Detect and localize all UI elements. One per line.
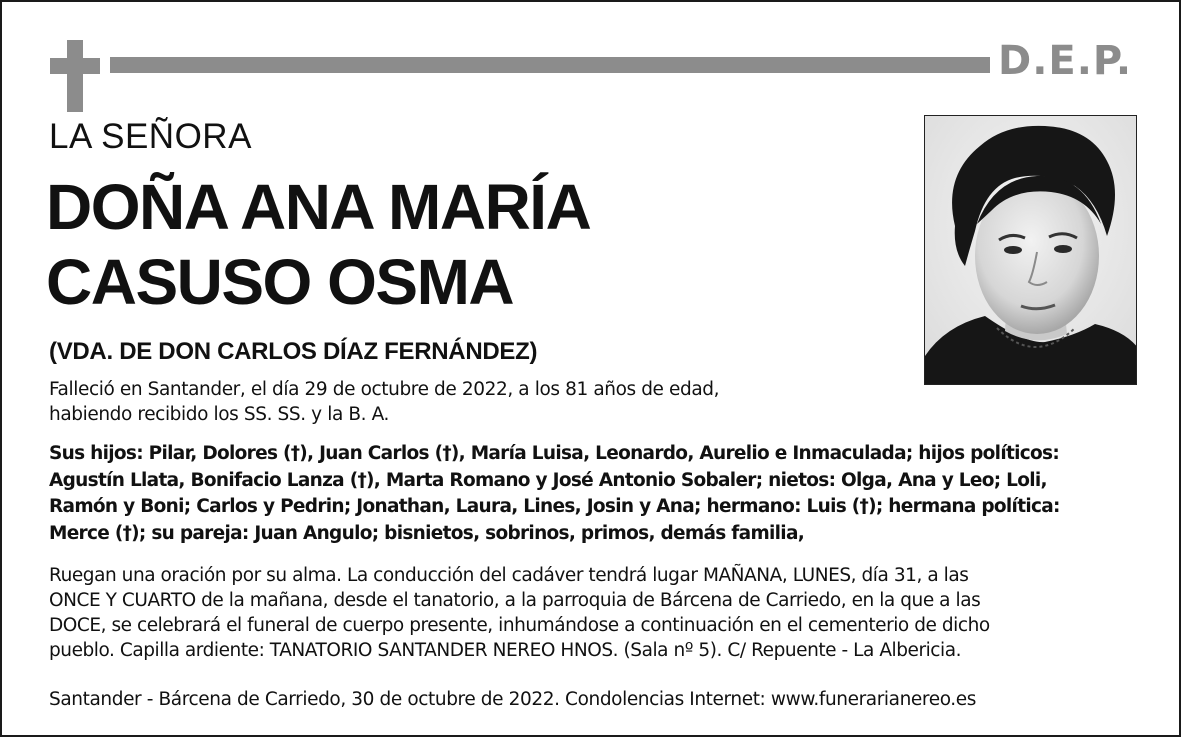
family-line: Agustín Llata, Bonifacio Lanza (†), Marta Romano y José Antonio Sobaler; nietos: Olga, Ana y Leo; Loli, <box>49 469 1047 491</box>
family-line: Merce (†); su pareja: Juan Angulo; bisnietos, sobrinos, primos, demás familia, <box>49 522 805 544</box>
service-line: pueblo. Capilla ardiente: TANATORIO SANTANDER NEREO HNOS. (Sala nº 5). C/ Repuente - La Albericia. <box>49 640 962 661</box>
header-rule <box>110 57 990 73</box>
family-line: Ramón y Boni; Carlos y Pedrin; Jonathan, Laura, Lines, Josin y Ana; hermano: Luis (†); hermana política: <box>49 496 1060 517</box>
service-line: DOCE, se celebrará el funeral de cuerpo presente, inhumándose a continuación en el cementerio de dicho <box>49 615 990 636</box>
portrait-photo <box>924 115 1137 385</box>
death-line: habiendo recibido los SS. SS. y la B. A. <box>49 404 390 425</box>
name-line: CASUSO OSMA <box>46 246 514 318</box>
service-line: Ruegan una oración por su alma. La conducción del cadáver tendrá lugar MAÑANA, LUNES, día 31, a las <box>49 565 969 586</box>
dep-heading: D.E.P. <box>998 38 1133 84</box>
death-details <box>49 377 909 427</box>
service-line: ONCE Y CUARTO de la mañana, desde el tanatorio, a la parroquia de Bárcena de Carriedo, en la que a las <box>49 590 981 611</box>
honorific: LA SEÑORA <box>49 117 252 156</box>
latin-cross-icon <box>50 40 100 112</box>
widow-note: (VDA. DE DON CARLOS DÍAZ FERNÁNDEZ) <box>49 338 538 365</box>
death-line: Falleció en Santander, el día 29 de octubre de 2022, a los 81 años de edad, <box>49 379 720 400</box>
deceased-name <box>46 170 590 320</box>
service-details <box>49 563 1159 663</box>
family-line: Sus hijos: Pilar, Dolores (†), Juan Carlos (†), María Luisa, Leonardo, Aurelio e Inmaculada; hijos políticos: <box>49 443 1060 464</box>
name-line: DOÑA ANA MARÍA <box>46 171 591 243</box>
family-list <box>49 441 1159 547</box>
closing-line: Santander - Bárcena de Carriedo, 30 de octubre de 2022. Condolencias Internet: www.funerarianereo.es <box>49 689 976 710</box>
